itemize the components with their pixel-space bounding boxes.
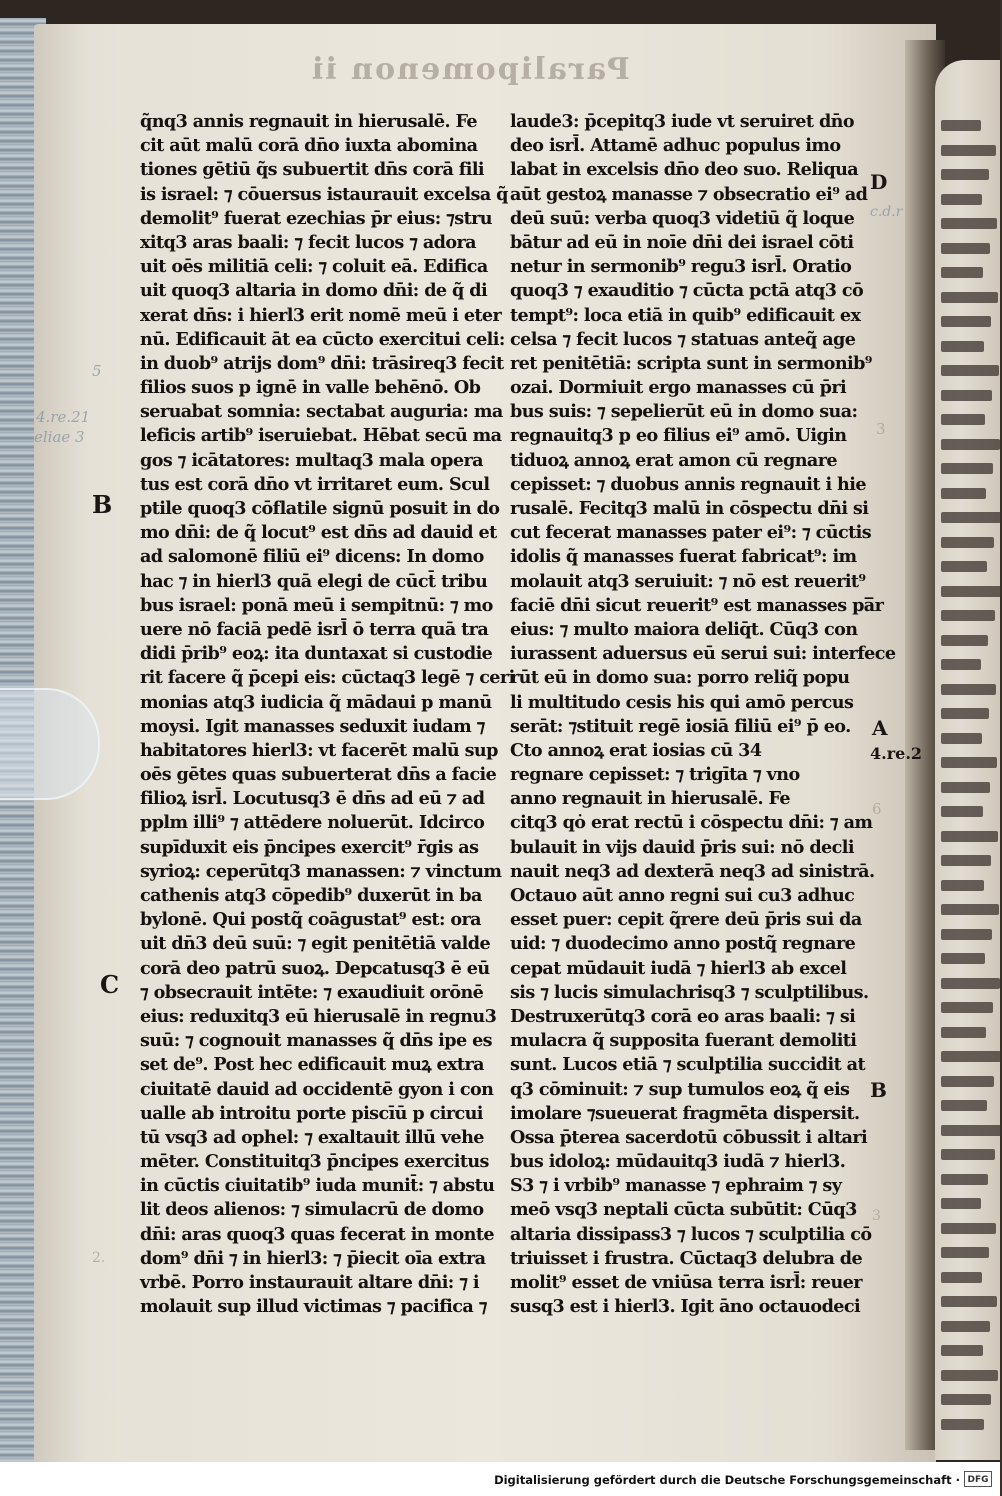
text-line: tiones gētiū q̃s subuertit dn̄s corā fili bbox=[140, 159, 485, 181]
facing-page-line bbox=[941, 978, 1000, 989]
text-line: syrioꝝ: ceperūtq3 manassen: ⁊ vinctum bbox=[140, 860, 502, 882]
text-line: cit aūt malū corā dn̄o iuxta abomina bbox=[140, 135, 478, 157]
text-line: q̃nq3 annis regnauit in hierusalē. Fe bbox=[140, 111, 478, 132]
text-line: pplm illi⁹ ⁊ attēdere noluerūt. Idcirco bbox=[140, 812, 485, 834]
text-line: mēter. Constituitq3 p̄ncipes exercitus bbox=[140, 1151, 489, 1173]
facing-page-line bbox=[941, 488, 986, 499]
text-line: xitq3 aras baali: ⁊ fecit lucos ⁊ adora bbox=[140, 231, 476, 253]
text-line: Destruxerūtq3 corā eo aras baali: ⁊ si bbox=[510, 1005, 856, 1027]
text-line: didi p̄rib⁹ eoꝝ: ita duntaxat si custodie bbox=[140, 643, 493, 665]
text-line: hac ⁊ in hierl3 quā elegi de cūct̄ tribu bbox=[140, 570, 488, 592]
text-line: iurassent aduersus eū serui sui: interfece bbox=[510, 643, 896, 665]
text-line: rūt eū in domo sua: porro reliq̃ popu bbox=[510, 667, 850, 689]
facing-page-line bbox=[941, 169, 989, 180]
text-line: bus israel: ponā meū i sempitnū: ⁊ mo bbox=[140, 594, 493, 616]
text-line: habitatores hierl3: vt facerēt malū sup bbox=[140, 739, 498, 761]
text-line: molit⁹ esset de vniūsa terra isrl̄: reuer bbox=[510, 1272, 862, 1293]
facing-page-line bbox=[941, 1076, 994, 1087]
text-line: S3 ⁊ i vrbib⁹ manasse ⁊ ephraim ⁊ sy bbox=[510, 1175, 842, 1197]
facing-page-line bbox=[941, 1247, 989, 1258]
text-line: Ossa p̄terea sacerdotū cōbussit i altari bbox=[510, 1126, 868, 1148]
text-line: supīduxit eis p̄ncipes exercit⁹ r̄gis as bbox=[140, 836, 479, 858]
text-line: cepisset: ⁊ duobus annis regnauit i hie bbox=[510, 473, 866, 495]
text-line: is israel: ⁊ cōuersus istaurauit excelsa q̃ bbox=[140, 183, 508, 205]
facing-page-line bbox=[941, 316, 991, 327]
text-line: monias atq3 iudicia q̃ mādaui p manū bbox=[140, 691, 492, 713]
text-line: filios suos p ignē in valle behēnō. Ob bbox=[140, 377, 481, 399]
text-line: Cto annoꝝ erat iosias cū 34 bbox=[510, 739, 762, 761]
facing-page-line bbox=[941, 145, 996, 156]
text-line: moysi. Igit manasses seduxit iudam ⁊ bbox=[140, 715, 485, 737]
text-line: in duob⁹ atrijs dom⁹ dn̄i: trāsireq3 fecit bbox=[140, 352, 504, 374]
facing-page-line bbox=[941, 855, 991, 866]
facing-page-line bbox=[941, 537, 994, 548]
facing-page-line bbox=[941, 806, 983, 817]
text-line: faciē dn̄i sicut reuerit⁹ est manasses pa̅r bbox=[510, 594, 884, 616]
text-line: cut fecerat manasses pater ei⁹: ⁊ cūctis bbox=[510, 522, 872, 544]
text-line: xerat dn̄s: i hierl3 erit nomē meū i eter bbox=[140, 304, 502, 326]
facing-page-line bbox=[941, 1174, 988, 1185]
text-line: bātur ad eū in noīe dn̄i dei israel cōti bbox=[510, 231, 854, 253]
text-line: set de⁹. Post hec edificauit muꝝ extra bbox=[140, 1054, 484, 1076]
text-line: tus est corā dn̄o vt irritaret eum. Scul bbox=[140, 473, 490, 495]
facing-page-line bbox=[941, 610, 995, 621]
text-line: ciuitatē dauid ad occidentē gyon i con bbox=[140, 1078, 494, 1100]
margin-faint-right-3: 3 bbox=[876, 420, 886, 438]
text-line: Octauo aūt anno regni sui cu3 adhuc bbox=[510, 885, 855, 906]
text-line: dom⁹ dn̄i ⁊ in hierl3: ⁊ p̄iecit oīa extra bbox=[140, 1247, 486, 1269]
facing-page-line bbox=[941, 929, 992, 940]
margin-letter-c-left: C bbox=[100, 970, 120, 999]
text-line: corā deo patrū suoꝝ. Depcatusq3 ē eū bbox=[140, 957, 490, 979]
text-line: triuisset i frustra. Cūctaq3 delubra de bbox=[510, 1247, 863, 1269]
digitization-footer bbox=[0, 1462, 1000, 1496]
text-line: sunt. Lucos etiā ⁊ sculptilia succidit at bbox=[510, 1054, 865, 1076]
dfg-logo: DFG bbox=[964, 1471, 992, 1487]
text-line: ad salomonē filiū ei⁹ dicens: In domo bbox=[140, 546, 484, 568]
facing-page-line bbox=[941, 561, 987, 572]
text-line: vrbē. Porro instaurauit altare dn̄i: ⁊ i bbox=[140, 1272, 479, 1293]
text-line: anno regnauit in hierusalē. Fe bbox=[510, 788, 791, 810]
text-line: esset puer: cepit q̃rere deū p̄ris sui da bbox=[510, 909, 862, 931]
facing-page-line bbox=[941, 1002, 993, 1013]
text-line: leficis artib⁹ iseruiebat. Hēbat secū ma bbox=[140, 425, 502, 447]
margin-letter-b-right: B bbox=[870, 1078, 887, 1102]
facing-page-line bbox=[941, 512, 1001, 523]
text-line: celsa ⁊ fecit lucos ⁊ statuas anteq̃ age bbox=[510, 328, 856, 350]
text-line: nauit neq3 ad dexterā neq3 ad sinistrā. bbox=[510, 860, 875, 882]
text-line: eius: reduxitq3 eū hierusalē in regnu3 bbox=[140, 1005, 497, 1027]
margin-letter-d-right: D bbox=[870, 170, 888, 194]
facing-page-line bbox=[941, 1125, 1002, 1136]
running-title: Paralipomenon ii bbox=[310, 52, 630, 87]
text-line: laude3: p̄cepitq3 iude vt seruiret dn̄o bbox=[510, 111, 854, 132]
text-line: citq3 qȯ erat rectū i cōspectu dn̄i: ⁊ am bbox=[510, 812, 873, 834]
facing-page-line bbox=[941, 635, 988, 646]
text-line: regnare cepisset: ⁊ trigīta ⁊ vno bbox=[510, 764, 800, 786]
facing-page-line bbox=[941, 684, 996, 695]
text-line: li multitudo cesis his qui amō percus bbox=[510, 691, 854, 713]
text-line: mo dn̄i: de q̃ locut⁹ est dn̄s ad dauid et bbox=[140, 522, 497, 544]
text-line: filioꝝ isrl̄. Locutusq3 ē dn̄s ad eū ⁊ ad bbox=[140, 788, 485, 810]
text-line: seruabat somnia: sectabat auguria: ma bbox=[140, 401, 503, 423]
text-line: aūt gestoꝝ manasse ⁊ obsecratio ei⁹ ad bbox=[510, 183, 868, 205]
margin-faint-left-low: 2. bbox=[92, 1250, 106, 1266]
facing-page-line bbox=[941, 1100, 987, 1111]
facing-page-line bbox=[941, 953, 985, 964]
text-line: altaria dissipass3 ⁊ lucos ⁊ sculptilia cō bbox=[510, 1223, 872, 1245]
text-line: labat in excelsis dn̄o deo suo. Reliqua bbox=[510, 159, 859, 181]
margin-faint-right-6: 6 bbox=[872, 800, 882, 818]
text-line: uit dn̄3 deū suū: ⁊ egit penitētiā valde bbox=[140, 933, 491, 955]
margin-faint-right-c: c.d.r bbox=[870, 204, 903, 220]
facing-page-line bbox=[941, 1370, 998, 1381]
text-line: tempt⁹: loca etiā in quib⁹ edificauit ex bbox=[510, 304, 861, 326]
text-line: bylonē. Qui postq̃ coāgustat⁹ est: ora bbox=[140, 909, 481, 931]
facing-page-line bbox=[941, 463, 993, 474]
facing-page-line bbox=[941, 218, 997, 229]
facing-page-line bbox=[941, 1394, 991, 1405]
text-line: deo isrl̄. Attamē adhuc populus imo bbox=[510, 135, 841, 157]
facing-page-line bbox=[941, 120, 981, 131]
facing-page-line bbox=[941, 1345, 983, 1356]
text-column-left bbox=[140, 110, 515, 1319]
text-line: uit quoq3 altaria in domo dn̄i: de q̃ di bbox=[140, 280, 488, 302]
text-line: gos ⁊ icātatores: multaq3 mala opera bbox=[140, 449, 483, 471]
facing-page-line bbox=[941, 1051, 1001, 1062]
text-line: quoq3 ⁊ exauditio ⁊ cūcta pctā atq3 cō bbox=[510, 280, 864, 302]
text-line: rit facere q̃ p̄cepi eis: cūctaq3 legē ⁊ ceri bbox=[140, 667, 515, 689]
text-line: cathenis atq3 cōpedib⁹ duxerūt in ba bbox=[140, 885, 482, 906]
facing-page-line bbox=[941, 586, 1002, 597]
funding-notice: Digitalisierung gefördert durch die Deutsche Forschungsgemeinschaft · bbox=[494, 1473, 960, 1487]
margin-faint-right-low: 3 bbox=[872, 1208, 881, 1224]
facing-page-line bbox=[941, 243, 990, 254]
text-line: rusalē. Fecitq3 malū in cōspectu dn̄i si bbox=[510, 498, 869, 519]
facing-page-line bbox=[941, 880, 984, 891]
margin-faint-ref-1: 4.re.21 bbox=[36, 408, 91, 426]
facing-page-line bbox=[941, 1272, 982, 1283]
facing-page-line bbox=[941, 267, 983, 278]
facing-page-line bbox=[941, 390, 992, 401]
facing-page-line bbox=[941, 194, 982, 205]
facing-page-line bbox=[941, 365, 999, 376]
margin-faint-ref-2: eliae 3 bbox=[34, 428, 85, 446]
text-line: serāt: ⁊stituit regē iosiā filiū ei⁹ p̄ eo. bbox=[510, 715, 851, 737]
facing-page-line bbox=[941, 1321, 990, 1332]
facing-page-line bbox=[941, 1296, 997, 1307]
facing-page-line bbox=[941, 1198, 981, 1209]
margin-letter-a-right: A bbox=[872, 716, 888, 740]
text-line: ozai. Dormiuit ergo manasses cū p̄ri bbox=[510, 377, 847, 399]
text-line: deū suū: verba quoq3 videtiū q̃ loque bbox=[510, 207, 855, 229]
facing-page-line bbox=[941, 1027, 986, 1038]
text-line: oēs gētes quas subuerterat dn̄s a facie bbox=[140, 764, 497, 786]
text-line: tiduoꝝ annoꝝ erat amon cū regnare bbox=[510, 449, 837, 471]
facing-page-line bbox=[941, 757, 997, 768]
text-line: dn̄i: aras quoq3 quas fecerat in monte bbox=[140, 1223, 494, 1245]
text-line: idolis q̃ manasses fuerat fabricat⁹: im bbox=[510, 546, 857, 568]
facing-page-line bbox=[941, 904, 999, 915]
text-line: ⁊ obsecrauit intēte: ⁊ exaudiuit orōnē bbox=[140, 981, 484, 1003]
text-line: uid: ⁊ duodecimo anno postq̃ regnare bbox=[510, 933, 856, 955]
text-line: in cūctis ciuitatib⁹ iuda munit̄: ⁊ abstu bbox=[140, 1175, 495, 1197]
facing-page-line bbox=[941, 831, 998, 842]
text-line: molauit sup illud victimas ⁊ pacifica ⁊ bbox=[140, 1296, 487, 1318]
text-line: uit oēs militiā celi: ⁊ coluit eā. Edifica bbox=[140, 256, 488, 278]
facing-page bbox=[935, 60, 1000, 1460]
text-line: bulauit in vijs dauid p̄ris sui: nō decli bbox=[510, 836, 854, 858]
margin-ref-4re: 4.re.2 bbox=[870, 744, 923, 763]
facing-page-line bbox=[941, 782, 990, 793]
facing-page-line bbox=[941, 292, 998, 303]
text-line: eius: ⁊ multo maiora deliq̄t. Cūq3 con bbox=[510, 618, 858, 640]
text-line: regnauitq3 p eo filius ei⁹ amō. Uigin bbox=[510, 425, 847, 447]
text-line: suū: ⁊ cognouit manasses q̃ dn̄s ipe es bbox=[140, 1030, 492, 1052]
text-line: susq3 est i hierl3. Igit āno octauodeci bbox=[510, 1296, 861, 1318]
page-clip bbox=[0, 688, 100, 800]
text-line: nū. Edificauit āt ea cūcto exercitui celi: bbox=[140, 328, 505, 350]
facing-page-line bbox=[941, 733, 982, 744]
text-line: ualle ab introitu porte piscīū p circui bbox=[140, 1102, 483, 1124]
text-line: cepat mūdauit iudā ⁊ hierl3 ab excel bbox=[510, 957, 847, 979]
text-line: imolare ⁊sueuerat fragmēta dispersit. bbox=[510, 1102, 860, 1124]
facing-page-line bbox=[941, 659, 981, 670]
facing-page-line bbox=[941, 414, 985, 425]
text-line: demolit⁹ fuerat ezechias p̄r eius: ⁊stru bbox=[140, 207, 492, 229]
text-line: bus suis: ⁊ sepelierūt eū in domo sua: bbox=[510, 401, 858, 423]
text-line: ret penitētiā: scripta sunt in sermonib⁹ bbox=[510, 352, 872, 374]
text-line: molauit atq3 seruiuit: ⁊ nō est reuerit⁹ bbox=[510, 570, 866, 592]
text-line: uere nō faciā pedē isrl̄ ō terra quā tra bbox=[140, 618, 489, 640]
text-line: netur in sermonib⁹ regu3 isrl̄. Oratio bbox=[510, 256, 852, 278]
facing-page-line bbox=[941, 1223, 996, 1234]
facing-page-line bbox=[941, 341, 984, 352]
text-line: ptile quoq3 cōflatile signū posuit in do bbox=[140, 498, 500, 519]
facing-page-line bbox=[941, 1419, 984, 1430]
facing-page-line bbox=[941, 708, 989, 719]
margin-letter-b-left: B bbox=[92, 490, 113, 519]
text-line: meō vsq3 neptali cūcta subūtit: Cūq3 bbox=[510, 1199, 857, 1221]
facing-page-line bbox=[941, 1149, 995, 1160]
text-line: sis ⁊ lucis simulachrisq3 ⁊ sculptilibus. bbox=[510, 981, 869, 1003]
text-line: lit deos alienos: ⁊ simulacrū de domo bbox=[140, 1199, 484, 1221]
text-line: q3 cōminuit: ⁊ sup tumulos eoꝝ q̃ eis bbox=[510, 1078, 850, 1100]
text-line: tū vsq3 ad ophel: ⁊ exaltauit illū vehe bbox=[140, 1126, 484, 1148]
facing-page-line bbox=[941, 439, 1000, 450]
margin-faint-num-5: 5 bbox=[92, 362, 102, 380]
text-line: mulacra q̃ supposita fuerant demoliti bbox=[510, 1030, 857, 1052]
text-line: bus idoloꝝ: mūdauitq3 iudā ⁊ hierl3. bbox=[510, 1151, 846, 1173]
